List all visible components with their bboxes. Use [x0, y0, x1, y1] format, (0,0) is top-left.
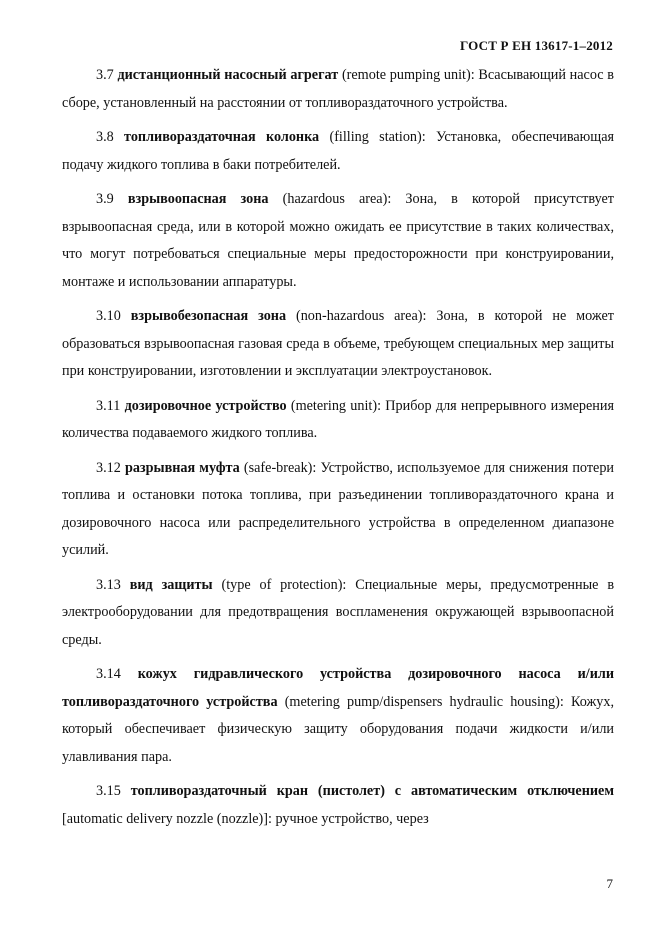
- entry-definition: ручное устройство, через: [275, 810, 429, 827]
- entry-definition: Специальные меры, предусмотренные в электрооборудовании для предотвращения воспламенения окружающей взрывоопасной среды.: [62, 576, 615, 648]
- definition-entry: [62, 303, 614, 386]
- definition-entry: [62, 62, 614, 117]
- entry-number: 3.10: [96, 308, 121, 324]
- entry-term: кожух гидравлического устройства дозировочного насоса и/или топливораздаточного устройства: [62, 666, 614, 710]
- entry-term: топливораздаточный кран (пистолет) с автоматическим отключением: [130, 783, 614, 799]
- entry-english-term: (safe-break):: [243, 459, 317, 476]
- entry-english-term: (remote pumping unit):: [341, 67, 475, 83]
- entry-english-term: (non-hazardous area):: [295, 308, 427, 324]
- definition-entry: [62, 186, 614, 296]
- entry-term: разрывная муфта: [124, 459, 240, 476]
- entry-term: вид защиты: [129, 576, 213, 593]
- entry-definition: Устройство, используемое для снижения потери топлива и остановки потока топлива, при разъединении топливораздаточного крана и дозировочного насоса или распределительного устройства в определенном диапазоне усилий.: [62, 459, 615, 558]
- definition-entry: [62, 455, 614, 565]
- entry-definition: Зона, в которой присутствует взрывоопасная среда, или в которой можно ожидать ее присутствие в таких количествах, что могут потребоваться специальные меры предосторожности при конструировании, монтаже и использовании аппаратуры.: [62, 191, 614, 290]
- entry-definition: Кожух, который обеспечивает физическую защиту оборудования подачи жидкости и/или улавливания пара.: [62, 693, 614, 765]
- definition-entry: [62, 661, 614, 771]
- document-header: ГОСТ Р ЕН 13617-1–2012: [460, 38, 613, 53]
- entry-definition: Всасывающий насос в сборе, установленный на расстоянии от топливораздаточного устройства.: [62, 67, 614, 111]
- entry-english-term: (filling station):: [329, 129, 426, 145]
- entry-number: 3.9: [96, 191, 114, 207]
- entry-term: топливораздаточная колонка: [124, 129, 320, 145]
- definitions-list: [62, 62, 614, 840]
- entry-definition: Установка, обеспечивающая подачу жидкого топлива в баки потребителей.: [62, 129, 615, 173]
- entry-number: 3.14: [96, 666, 121, 682]
- definition-entry: [62, 778, 614, 833]
- entry-term: дистанционный насосный агрегат: [117, 67, 339, 83]
- entry-definition: Зона, в которой не может образоваться взрывоопасная газовая среда в объеме, требующем специальных мер защиты при конструировании, изготовлении и эксплуатации электроустановок.: [62, 308, 615, 379]
- entry-english-term: (metering unit):: [290, 397, 382, 414]
- entry-english-term: (metering pump/dispensers hydraulic housing):: [284, 693, 564, 710]
- page-number: 7: [606, 876, 613, 891]
- entry-term: дозировочное устройство: [124, 397, 287, 414]
- entry-number: 3.13: [96, 576, 121, 593]
- entry-number: 3.15: [96, 783, 121, 799]
- entry-term: взрывобезопасная зона: [130, 308, 287, 324]
- definition-entry: [62, 572, 614, 655]
- entry-number: 3.11: [96, 397, 121, 414]
- entry-number: 3.12: [96, 459, 121, 476]
- entry-english-term: (type of protection):: [221, 576, 347, 593]
- definition-entry: [62, 124, 614, 179]
- entry-term: взрывоопасная зона: [127, 191, 269, 207]
- entry-number: 3.8: [96, 129, 114, 145]
- entry-english-term: [automatic delivery nozzle (nozzle)]:: [62, 810, 272, 827]
- entry-number: 3.7: [96, 67, 114, 83]
- definition-entry: [62, 393, 614, 448]
- entry-definition: Прибор для непрерывного измерения количества подаваемого жидкого топлива.: [62, 397, 614, 441]
- entry-english-term: (hazardous area):: [282, 191, 392, 207]
